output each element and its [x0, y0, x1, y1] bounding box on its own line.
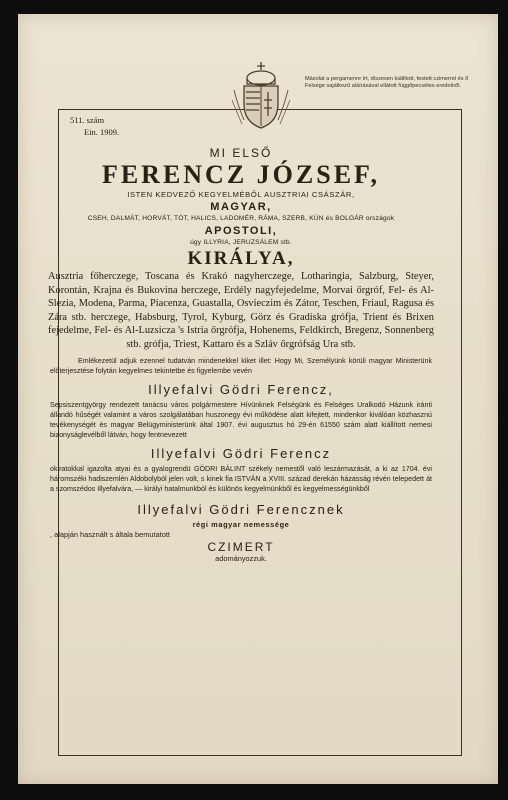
titles-paragraph: Ausztria főherczege, Toscana és Krakó nagyherczege, Lotharingia, Salzburg, Steyer, Korontán, Krajna és Bukovina herczege, Erdély nagyfejedelme, Morvai őrgróf, Fel- és Al-Slezia, Modena, Parma, Piacenza, Guastalla, Osvieczim és Zátor, Teschen, Friaul, Ragusa és Zára stb. herczege, Habsburg, Tyrol, Kyburg, Görz és Gradiska grófja, Trient és Brixen fejedelme, Fel- és Al-Luzsicza 's Istria őrgrófja, Hohenems, Feldkirch, Bregenz, Sonnenberg stb. grófja, Triest, Kattaro és a Szláv őrgrófság Ura stb.	[48, 271, 434, 350]
heading-magyar: MAGYAR,	[210, 201, 272, 213]
heading-line3: úgy ILLYRIA, JERUZSÁLEM stb.	[190, 239, 292, 246]
heading-line1: ISTEN KEDVEZŐ KEGYELMÉBŐL AUSZTRIAI CSÁSZÁR,	[127, 190, 355, 199]
regi-nemesseg: régi magyar nemessége	[192, 519, 290, 529]
alapjan-text: , alapján használt s általa bemutatott	[50, 529, 170, 539]
heading-name: FERENCZ JÓZSEF,	[101, 160, 381, 189]
paragraph-3: okiratokkal igazolta atyai és a gyalogrendü GÖDRI BÁLINT székely nemestől való leszármazását, a ki az 1704. évi háromszéki hadiszemlén Aldobolyból jelen volt, s kinek fia ISTVÁN a XVIII. század derekán házasság révén telepedett át a szomszédos Illyefalvára, — királyi hatalmunkból és különös kegyelmünkből és kegyelmességünkből	[50, 464, 432, 493]
paragraph-2: Sepsiszentgyörgy rendezett tanácsu város polgármestere Hívünknek Felségünk és Felséges Uralkodó Házunk iránti állandó hűségét valamint a város szolgálatában huszonegy évi működése alatt kifejtett, mindenkor kiválóan közhasznú tevékenységét és magyar Belügyministerünk által 1907. évi augusztus hó 29-én 61550 szám alatt kiállított nemesi bizonyságlevélből látván, hogy fentnevezett	[50, 400, 432, 439]
heading-apostoli: APOSTOLI,	[204, 225, 278, 237]
paragraph-1: Emlékezetül adjuk ezennel tudatván mindenekkel kiket illet: Hogy Mi, Személyünk körüli magyar Ministerünk előterjesztése folytán kegyelmes tekintetbe és figyelembe vevén	[50, 356, 432, 375]
copy-note: Másolat a pergamenre írt, díszesen kiállított, festett czimerrel és ő Felsége sajátkezű aláírásával ellátott függőpecsétes eredetiről.	[305, 76, 469, 90]
document-number	[70, 114, 119, 138]
heading-mi-elso: MI ELSŐ	[209, 146, 273, 160]
number-ein: Ein. 1909.	[84, 127, 120, 137]
heading-kiralya: KIRÁLYA,	[187, 248, 295, 269]
coat-of-arms-icon	[230, 60, 292, 132]
name-1: Illyefalvi Gödri Ferencz,	[148, 381, 334, 397]
document-content	[44, 146, 438, 564]
czimert-heading: CZIMERT	[207, 539, 275, 554]
name-2: Illyefalvi Gödri Ferencz	[150, 445, 332, 461]
adomanyozzuk-text: adományozzuk.	[215, 553, 267, 563]
name-3: Illyefalvi Gödri Ferencznek	[137, 501, 345, 517]
number-szam: 511. szám	[70, 115, 105, 125]
heading-line2: CSEH, DALMÁT, HORVÁT, TÓT, HALICS, LADOMÉR, RÁMA, SZERB, KÚN és BOLGÁR országok	[87, 215, 395, 222]
